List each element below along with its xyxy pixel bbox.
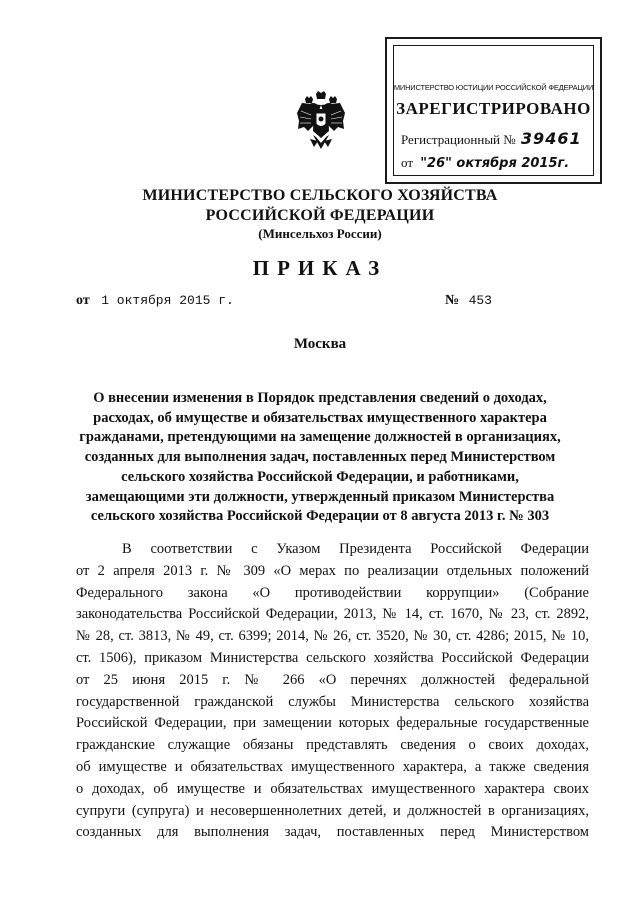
title-line: О внесении изменения в Порядок представления сведений о доходах, — [93, 390, 547, 406]
body-line: Федерального закона «О противодействии коррупции» (Собрание — [76, 584, 589, 601]
ministry-short-name: (Минсельхоз России) — [258, 226, 382, 241]
stamp-date-label: от — [401, 155, 414, 170]
order-title — [70, 389, 570, 527]
order-number-label: № — [445, 293, 460, 308]
stamp-reg-number-value: 39461 — [520, 129, 582, 148]
title-line: созданных для выполнения задач, поставленных перед Министерством — [84, 449, 556, 466]
document-type: ПРИКАЗ — [252, 256, 388, 280]
stamp-ministry: МИНИСТЕРСТВО ЮСТИЦИИ РОССИЙСКОЙ ФЕДЕРАЦИИ — [393, 83, 594, 92]
title-line: расходах, об имуществе и обязательствах имущественного характера — [93, 409, 547, 426]
body-line: супруги (супруга) и несовершеннолетних детей, и должностей в организациях, — [76, 802, 589, 819]
title-line: гражданами, претендующими на замещение должностей в организациях, — [79, 429, 561, 446]
body-line: законодательства Российской Федерации, 2013, № 14, ст. 1670, № 23, ст. 2892, — [76, 606, 589, 623]
title-line: замещающими эти должности, утвержденный приказом Министерства — [85, 488, 555, 505]
stamp-date-value: "26" октября 2015г. — [420, 156, 570, 171]
body-line: государственной гражданской службы Министерства сельского хозяйства — [76, 693, 589, 710]
title-line: сельского хозяйства Российской Федерации от 8 августа 2013 г. № 303 — [90, 508, 550, 525]
ministry-name-line1: МИНИСТЕРСТВО СЕЛЬСКОГО ХОЗЯЙСТВА — [142, 187, 498, 204]
order-city: Москва — [293, 336, 347, 352]
order-date — [76, 293, 234, 309]
order-date-label: от — [76, 293, 90, 308]
stamp-reg-number-label: Регистрационный № — [401, 132, 516, 147]
body-line: созданных для выполнения задач, поставленных перед Министерством — [76, 824, 589, 841]
stamp-reg-number — [401, 129, 582, 148]
order-body — [76, 539, 589, 844]
body-line: В соответствии с Указом Президента Российской Федерации — [122, 541, 589, 557]
stamp-status: ЗАРЕГИСТРИРОВАНО — [396, 99, 591, 118]
body-line: от 2 апреля 2013 г. № 309 «О мерах по реализации отдельных положений — [76, 562, 589, 579]
body-line: о доходах, об имуществе и обязательствах имущественного характера своих — [76, 780, 589, 797]
body-line: ст. 1506), приказом Министерства сельского хозяйства Российской Федерации — [76, 649, 589, 666]
ministry-name-line2: РОССИЙСКОЙ ФЕДЕРАЦИИ — [205, 207, 435, 224]
body-line: Российской Федерации, при замещении которых федеральные государственные — [76, 715, 589, 732]
title-line: сельского хозяйства Российской Федерации, и работниками, — [121, 468, 519, 485]
registration-stamp — [385, 37, 602, 184]
order-number-value: 453 — [468, 293, 492, 308]
order-date-value: 1 октября 2015 г. — [101, 293, 234, 308]
russian-coat-of-arms-icon — [296, 91, 346, 155]
body-line: № 28, ст. 3813, № 49, ст. 6399; 2014, № 26, ст. 3520, № 30, ст. 4286; 2015, № 10, — [76, 628, 589, 645]
body-line: об имуществе и обязательствах имущественного характера, а также сведения — [76, 758, 589, 775]
body-line: от 25 июня 2015 г. № 266 «О перечнях должностей федеральной — [76, 671, 589, 688]
body-line: гражданские служащие обязаны представлять сведения о своих доходах, — [76, 737, 589, 754]
order-number — [445, 293, 492, 309]
stamp-date — [401, 155, 569, 171]
